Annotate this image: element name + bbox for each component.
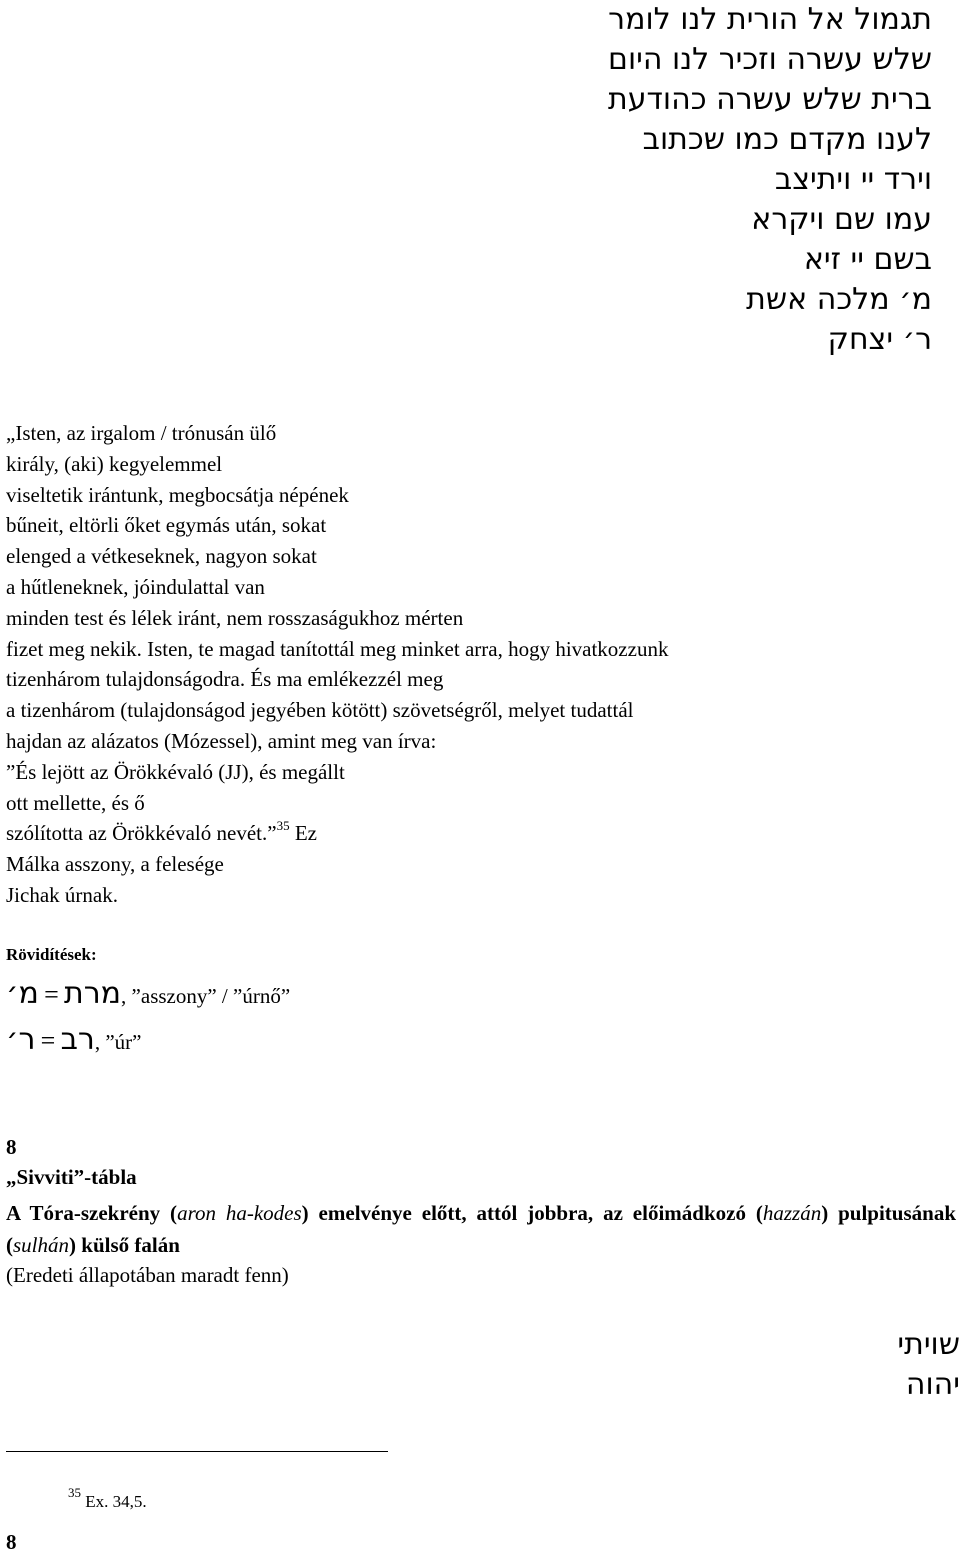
hebrew-line: ברית שלש עשרה כהודעת — [608, 82, 932, 117]
page-number: 8 — [6, 1530, 17, 1554]
inscription-line: יהוה — [905, 1367, 960, 1402]
abbreviations-heading: Rövidítések: — [6, 945, 97, 964]
desc-text: ) külső falán — [69, 1233, 180, 1257]
translation-line: „Isten, az irgalom / trónusán ülő — [6, 421, 277, 445]
abbreviation-full: רב — [60, 1022, 95, 1057]
abbreviation-short: מ׳ — [6, 976, 39, 1011]
hebrew-inscription-text — [332, 0, 932, 360]
translation-line: viseltetik irántunk, megbocsátja népének — [6, 482, 349, 507]
abbreviation-full: מרת — [64, 976, 122, 1011]
section-description — [6, 1197, 956, 1261]
translation-line: király, (aki) kegyelemmel — [6, 451, 223, 476]
desc-text: ) pulpitusának ( — [6, 1201, 957, 1257]
desc-term: aron ha-kodes — [177, 1201, 302, 1225]
equals-sign: = — [40, 1026, 56, 1055]
hebrew-line: עמו שם ויקרא — [751, 202, 932, 237]
translation-line: tizenhárom tulajdonságodra. És ma emlékezzél meg — [6, 667, 444, 692]
desc-text: A Tóra-szekrény ( — [6, 1201, 178, 1225]
hebrew-line: וירד יי ויתיצב — [774, 162, 932, 197]
abbreviation-meaning: , ”úr” — [94, 1030, 142, 1054]
translation-line: a tizenhárom (tulajdonságod jegyében kötött) szövetségről, melyet tudattál — [6, 698, 634, 723]
footnote — [68, 1485, 147, 1512]
translation-line: fizet meg nekik. Isten, te magad tanítottál meg minket arra, hogy hivatkozzunk — [6, 636, 669, 661]
translation-line: Málka asszony, a felesége — [6, 852, 224, 877]
hebrew-line: שלש עשרה וזכיר לנו היום — [608, 42, 932, 77]
footnote-separator — [6, 1451, 388, 1452]
translation-line: ”És lejött az Örökkévaló (JJ), és megállt — [6, 759, 345, 784]
translation-text: szólította az Örökkévaló nevét.” — [6, 821, 277, 846]
abbreviation-meaning: , ”asszony” / ”úrnő” — [121, 984, 291, 1008]
section-note: (Eredeti állapotában maradt fenn) — [6, 1263, 289, 1287]
section-number: 8 — [6, 1135, 17, 1159]
abbreviation-row — [6, 1022, 142, 1057]
inscription-line: שויתי — [897, 1327, 960, 1362]
hebrew-line: בשם יי זיא — [803, 242, 932, 277]
translation-line: bűneit, eltörli őket egymás után, sokat — [6, 513, 327, 538]
abbreviation-short: ר׳ — [6, 1022, 36, 1057]
abbreviation-row — [6, 976, 290, 1011]
hebrew-line: תגמול אל הורית לנו לומר — [608, 2, 932, 37]
desc-text: ) emelvénye előtt, attól jobbra, az előimádkozó ( — [301, 1201, 763, 1225]
desc-term: hazzán — [762, 1201, 822, 1225]
translation-line-with-footnote — [6, 818, 926, 849]
section-title: „Sivviti”-tábla — [6, 1165, 137, 1189]
hebrew-line: ר׳ יצחק — [827, 322, 932, 357]
translation-line: ott mellette, és ő — [6, 790, 145, 815]
footnote-reference[interactable]: 35 — [276, 818, 290, 834]
equals-sign: = — [44, 980, 59, 1009]
translation-line: a hűtleneknek, jóindulattal van — [6, 574, 265, 599]
translation-line: Jichak úrnak. — [6, 882, 118, 907]
translation-line: elenged a vétkeseknek, nagyon sokat — [6, 544, 317, 569]
hebrew-line: מ׳ מלכה אשת — [746, 282, 932, 317]
translation-line: minden test és lélek iránt, nem rosszaságukhoz mérten — [6, 605, 464, 630]
translation-line: hajdan az alázatos (Mózessel), amint meg van írva: — [6, 728, 437, 753]
tablet-inscription — [660, 1325, 960, 1405]
desc-term: sulhán — [13, 1233, 70, 1257]
footnote-number: 35 — [68, 1485, 81, 1500]
hungarian-translation — [6, 418, 926, 911]
translation-text: Ez — [289, 821, 317, 846]
hebrew-line: לענו מקדם כמו שכתוב — [642, 122, 932, 157]
footnote-text: Ex. 34,5. — [81, 1492, 147, 1511]
